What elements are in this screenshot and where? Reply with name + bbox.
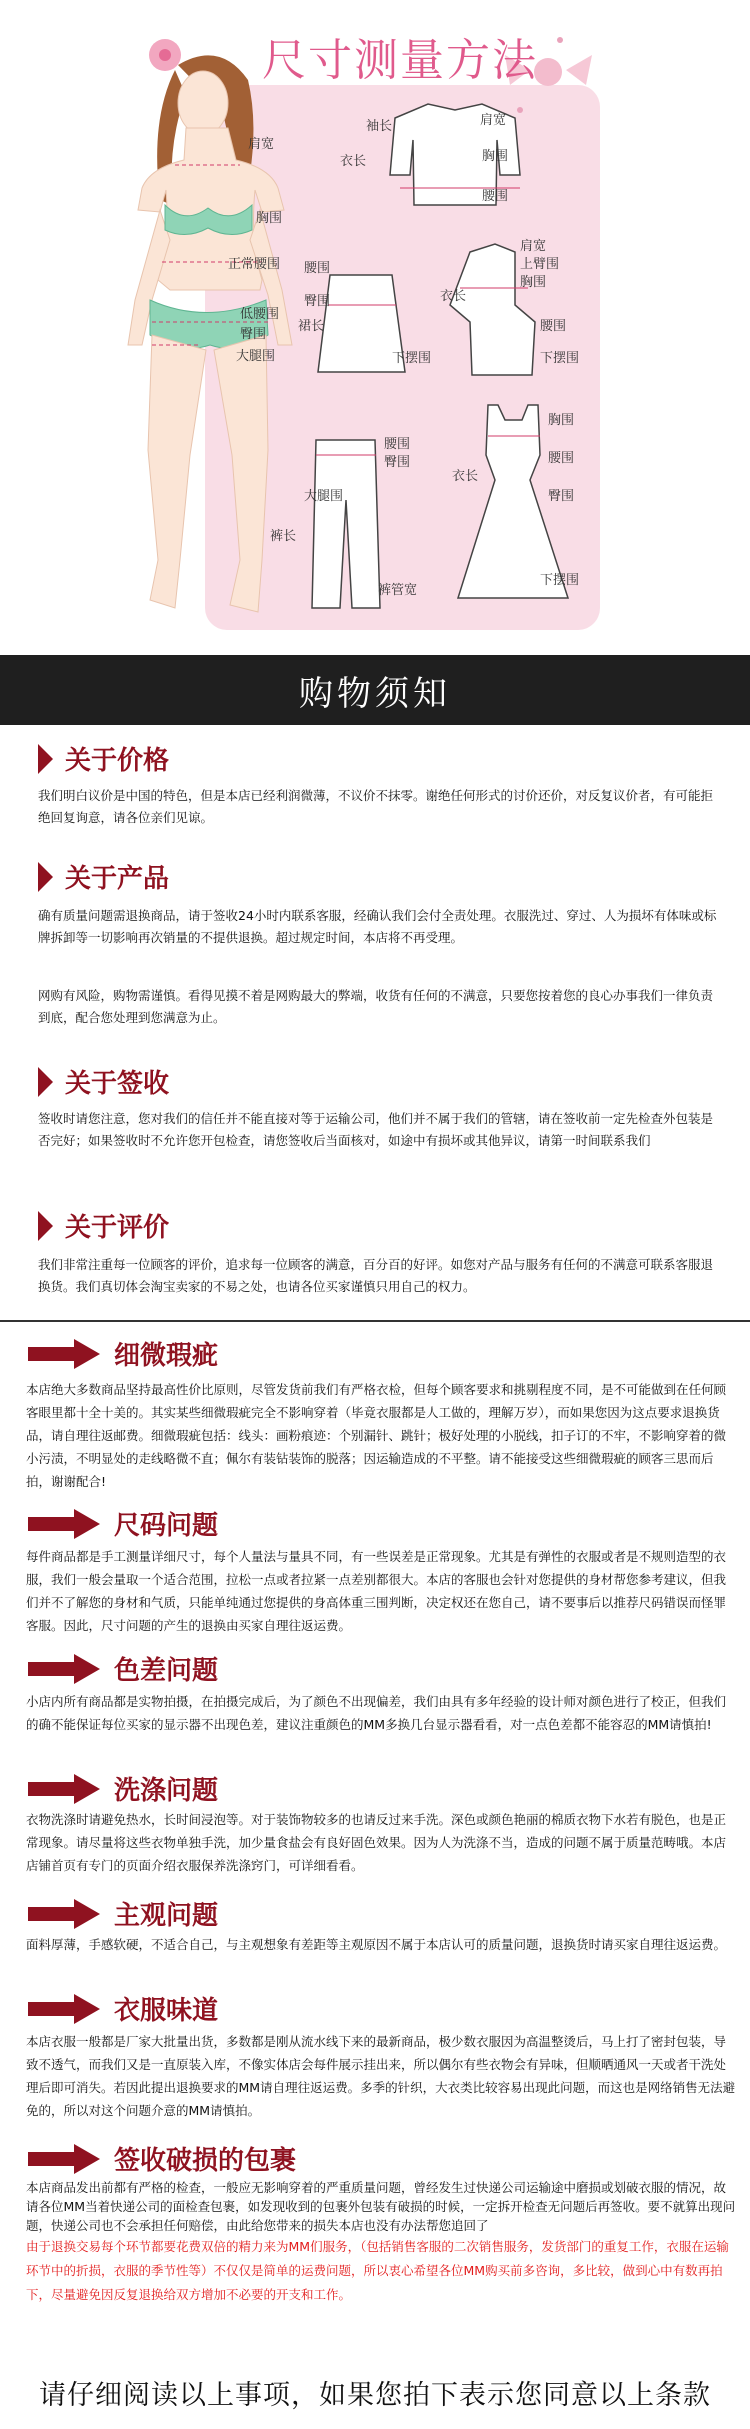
section-heading-review: [38, 1207, 169, 1244]
triangle-icon: [38, 862, 53, 892]
label-shoulder-top: 肩宽: [480, 113, 507, 128]
section-heading-signing: [38, 1063, 169, 1100]
label-low-waist: 低腰围: [240, 307, 280, 322]
return-cost-notice: 由于退换交易每个环节都要花费双倍的精力来为MM们服务，（包括销售客服的二次销售服务，发货部门的重复工作，衣服在运输环节中的折损，衣服的季节性等）不仅仅是简单的运费问题，所以衷心希望各位MM购买前多咨询，多比较，做到心中有数再拍下，尽量避免因反复退换给双方增加不必要的开支和工作。: [26, 2239, 729, 2302]
problem-heading-size: [28, 1505, 218, 1542]
label-waist-top: 腰围: [482, 189, 509, 204]
label-chest-top: 胸围: [482, 149, 509, 164]
agreement-text: 请仔细阅读以上事项，如果您拍下表示您同意以上条款: [39, 2379, 711, 2411]
problem-text-washing: 衣物洗涤时请避免热水，长时间浸泡等。对于装饰物较多的也请反过来手洗。深色或颜色艳丽的棉质衣物下水若有脱色，也是正常现象。请尽量将这些衣物单独手洗，加少量食盐会有良好固色效果。因为人为洗涤不当，造成的问题不属于质量范畴哦。本店店铺首页有专门的页面介绍衣服保养洗涤窍门，可详细看看。: [26, 1812, 727, 1873]
problem-heading-washing: [28, 1770, 218, 1807]
problem-title-washing: 洗涤问题: [114, 1776, 219, 1806]
label-hem-skirt: 下摆围: [392, 351, 432, 366]
arrow-icon: [28, 1774, 100, 1804]
label-shoulder-vest: 肩宽: [520, 239, 547, 254]
label-hip-dress: 臀围: [548, 489, 575, 504]
problem-title-defects: 细微瑕疵: [114, 1341, 219, 1371]
label-thigh-figure: 大腿围: [236, 349, 276, 364]
label-hem-vest: 下摆围: [540, 351, 580, 366]
label-thigh-pants: 大腿围: [304, 489, 344, 504]
label-sleeve: 袖长: [366, 119, 393, 134]
label-shoulder-figure: 肩宽: [248, 137, 275, 152]
label-hip-figure: 臀围: [240, 327, 267, 342]
problem-text-subjective: 面料厚薄，手感软硬，不适合自己，与主观想象有差距等主观原因不属于本店认可的质量问题，退换货时请买家自理往返运费。: [26, 1937, 727, 1952]
section-text-product-1: 确有质量问题需退换商品，请于签收24小时内联系客服，经确认我们会付全责处理。衣服洗过、穿过、人为损坏有体味或标牌拆卸等一切影响再次销量的不提供退换。超过规定时间，本店将不再受理。: [38, 908, 717, 945]
section-heading-product: [38, 858, 169, 895]
agreement-footer: [0, 2355, 750, 2429]
label-chest-vest: 胸围: [520, 275, 547, 290]
label-length-top: 衣长: [340, 154, 367, 169]
problem-heading-subjective: [28, 1895, 218, 1932]
problem-heading-damaged-package: [28, 2140, 296, 2177]
label-hip-pants: 臀围: [384, 455, 411, 470]
problem-title-color: 色差问题: [114, 1656, 219, 1686]
measure-title: 尺寸测量方法: [262, 35, 538, 86]
problem-title-odor: 衣服味道: [114, 1996, 219, 2026]
label-chest-dress: 胸围: [548, 413, 575, 428]
label-waist-pants: 腰围: [384, 437, 411, 452]
section-heading-price: [38, 740, 169, 777]
triangle-icon: [38, 1211, 53, 1241]
label-hip-skirt: 臀围: [304, 294, 331, 309]
measurement-diagram: [0, 0, 750, 655]
arrow-icon: [28, 1509, 100, 1539]
problem-title-size: 尺码问题: [114, 1511, 219, 1541]
problem-heading-defects: [28, 1335, 218, 1372]
label-pants-length: 裤长: [270, 529, 297, 544]
label-length-dress: 衣长: [452, 469, 479, 484]
section-text-product-2: 网购有风险，购物需谨慎。看得见摸不着是网购最大的弊端，收货有任何的不满意，只要您按着您的良心办事我们一律负责到底，配合您处理到您满意为止。: [38, 988, 714, 1025]
label-length-vest: 衣长: [440, 289, 467, 304]
arrow-icon: [28, 1994, 100, 2024]
label-leg-opening: 裤管宽: [378, 583, 418, 598]
problem-text-size: 每件商品都是手工测量详细尺寸，每个人量法与量具不同，有一些误差是正常现象。尤其是有弹性的衣服或者是不规则造型的衣服，我们一般会量取一个适合范围，拉松一点或者拉紧一点差别都很大。本店的客服也会针对您提供的身材帮您参考建议，但我们并不了解您的身材和气质，只能单纯通过您提供的身高体重三围判断，决定权还在您自己，请不要事后以推荐尺码错误而怪罪客服。因此，尺寸问题的产生的退换由买家自理往返运费。: [26, 1549, 727, 1633]
section-text-signing: 签收时请您注意，您对我们的信任并不能直接对等于运输公司，他们并不属于我们的管辖，请在签收前一定先检查外包装是否完好；如果签收时不允许您开包检查，请您签收后当面核对，如途中有损坏或其他异议，请第一时间联系我们: [38, 1111, 714, 1148]
notice-header-bar: [0, 655, 750, 725]
problem-text-odor: 本店衣服一般都是厂家大批量出货，多数都是刚从流水线下来的最新商品，极少数衣服因为高温整烫后，马上打了密封包装，导致不透气，而我们又是一直原装入库，不像实体店会每件展示挂出来，所以偶尔有些衣物会有异味，但顺晒通风一天或者干洗处理后即可消失。若因此提出退换要求的MM请自理往返运费。多季的针织，大衣类比较容易出现此问题，而这也是网络销售无法避免的，所以对这个问题介意的MM请慎拍。: [26, 2034, 736, 2118]
problem-text-defects: 本店绝大多数商品坚持最高性价比原则，尽管发货前我们有严格衣检，但每个顾客要求和挑剔程度不同，是不可能做到在任何顾客眼里都十全十美的。其实某些细微瑕疵完全不影响穿着（毕竟衣服都是人工做的，理解万岁），而如果您因为这点要求退换货品，请自理往返邮费。细微瑕疵包括：线头：画粉痕迹：个别漏针、跳针；极好处理的小脱线，扣子订的不牢，不影响穿着的微小污渍，不明显处的走线略微不直；佩尔有装钻装饰的脱落；因运输造成的不平整。请不能接受这些细微瑕疵的顾客三思而后拍，谢谢配合!: [26, 1382, 727, 1489]
notice-header-title: 购物须知: [299, 673, 451, 714]
problem-heading-odor: [28, 1990, 218, 2027]
problem-title-damaged-package: 签收破损的包裹: [114, 2146, 297, 2176]
section-text-review: 我们非常注重每一位顾客的评价，追求每一位顾客的满意，百分百的好评。如您对产品与服务有任何的不满意可联系客服退换货。我们真切体会淘宝卖家的不易之处，也请各位买家谨慎只用自己的权力。: [38, 1257, 714, 1294]
label-chest-figure: 胸围: [256, 211, 283, 226]
arrow-icon: [28, 2144, 100, 2174]
section-title-product: 关于产品: [65, 864, 170, 894]
problem-text-color: 小店内所有商品都是实物拍摄，在拍摄完成后，为了颜色不出现偏差，我们由具有多年经验的设计师对颜色进行了校正，但我们的确不能保证每位买家的显示器不出现色差，建议注重颜色的MM多换几台显示器看看，对一点色差都不能容忍的MM请慎拍!: [26, 1694, 727, 1732]
label-upper-arm: 上臂围: [520, 257, 560, 272]
section-title-signing: 关于签收: [65, 1069, 170, 1099]
label-hem-dress: 下摆围: [540, 573, 580, 588]
section-title-review: 关于评价: [65, 1213, 170, 1243]
bow-icon: [534, 58, 562, 86]
problem-heading-color: [28, 1650, 218, 1687]
label-normal-waist: 正常腰围: [228, 257, 281, 272]
arrow-icon: [28, 1339, 100, 1369]
section-divider: [0, 1320, 750, 1322]
arrow-icon: [28, 1899, 100, 1929]
measurement-illustration: [0, 0, 750, 655]
section-title-price: 关于价格: [65, 746, 170, 776]
arrow-icon: [28, 1654, 100, 1684]
label-skirt-length: 裙长: [298, 319, 325, 334]
section-text-price: 我们明白议价是中国的特色，但是本店已经利润微薄，不议价不抹零。谢绝任何形式的讨价还价，对反复议价者，有可能拒绝回复询意，请各位亲们见谅。: [38, 788, 714, 825]
problem-text-damaged-package: 本店商品发出前都有严格的检查，一般应无影响穿着的严重质量问题，曾经发生过快递公司运输途中磨损或划破衣服的情况，故请各位MM当着快递公司的面检查包裹，如发现收到的包裹外包装有破损的时候，一定拆开检查无问题后再签收。要不就算出现问题，快递公司也不会承担任何赔偿，由此给您带来的损失本店也没有办法帮您追回了: [26, 2180, 736, 2233]
label-waist-vest: 腰围: [540, 319, 567, 334]
label-waist-dress: 腰围: [548, 451, 575, 466]
label-waist-skirt: 腰围: [304, 261, 331, 276]
triangle-icon: [38, 1067, 53, 1097]
problem-title-subjective: 主观问题: [114, 1901, 219, 1931]
triangle-icon: [38, 744, 53, 774]
